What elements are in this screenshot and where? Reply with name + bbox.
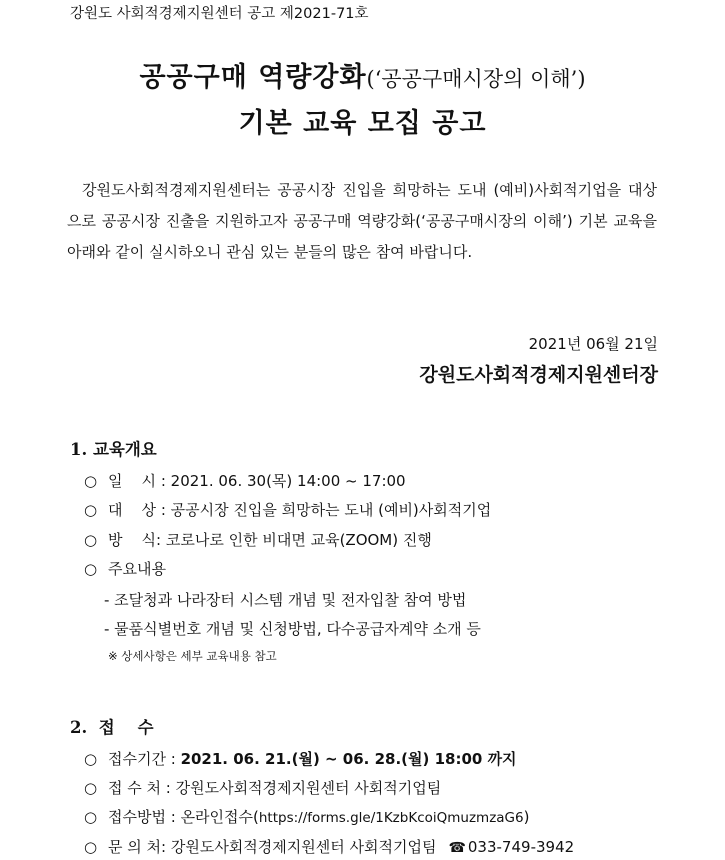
phone-icon: ☎ (448, 840, 466, 856)
list-item-contact (84, 836, 574, 857)
item-value: 공공시장 진입을 희망하는 도내 (예비)사회적기업 (170, 501, 492, 519)
list-item-method (84, 529, 432, 550)
item-value: 코로나로 인한 비대면 교육(ZOOM) 진행 (165, 531, 432, 549)
item-label: 접수방법 : (108, 808, 181, 826)
application-form-link[interactable]: https://forms.gle/1KzbKcoiQmuzmzaG6 (258, 810, 524, 826)
section-heading-registration: 2. 접 수 (70, 718, 154, 737)
circle-bullet-icon: ○ (84, 531, 98, 549)
detail-note: ※ 상세사항은 세부 교육내용 참고 (108, 649, 277, 663)
circle-bullet-icon: ○ (84, 560, 98, 578)
announcement-date: 2021년 06월 21일 (528, 335, 658, 353)
item-label: 접수기간 : (108, 750, 181, 768)
item-value: 강원도사회적경제지원센터 사회적기업팀 (175, 779, 442, 797)
list-item-contents (84, 558, 166, 579)
item-value: 2021. 06. 30(목) 14:00 ~ 17:00 (170, 472, 406, 490)
title-main: 공공구매 역량강화 (139, 62, 367, 93)
section-heading-overview: 1. 교육개요 (70, 440, 157, 459)
issuer-organization: 강원도사회적경제지원센터장 (419, 364, 658, 386)
circle-bullet-icon: ○ (84, 501, 98, 519)
item-label: 대 상 : (108, 501, 171, 519)
detail-item: - 조달청과 나라장터 시스템 개념 및 전자입찰 참여 방법 (104, 591, 467, 609)
item-label: 주요내용 (108, 560, 166, 578)
title-subtitle: (‘공공구매시장의 이해’) (366, 67, 586, 91)
document-number: 강원도 사회적경제지원센터 공고 제2021-71호 (70, 6, 369, 22)
item-label: 문 의 처: (108, 838, 171, 856)
detail-item: - 물품식별번호 개념 및 신청방법, 다수공급자계약 소개 등 (104, 620, 481, 638)
circle-bullet-icon: ○ (84, 750, 98, 768)
circle-bullet-icon: ○ (84, 472, 98, 490)
list-item-apply-method (84, 806, 529, 827)
page-title-line1 (0, 55, 725, 94)
item-label: 일 시 : (108, 472, 171, 490)
list-item-target (84, 499, 491, 520)
link-close-paren: ) (523, 808, 530, 826)
list-item-schedule (84, 470, 406, 491)
circle-bullet-icon: ○ (84, 779, 98, 797)
item-value: 강원도사회적경제지원센터 사회적기업팀 (170, 838, 437, 856)
list-item-office (84, 777, 441, 798)
item-label: 접 수 처 : (108, 779, 176, 797)
item-value: 온라인접수( (180, 808, 259, 826)
intro-paragraph: 강원도사회적경제지원센터는 공공시장 진입을 희망하는 도내 (예비)사회적기업을 대상으로 공공시장 진출을 지원하고자 공공구매 역량강화(‘공공구매시장의 이해’) 기본 교육을 아래와 같이 실시하오니 관심 있는 분들의 많은 참여 바랍니다. (67, 181, 657, 261)
circle-bullet-icon: ○ (84, 838, 98, 856)
list-item-period (84, 748, 517, 769)
item-value: 2021. 06. 21.(월) ~ 06. 28.(월) 18:00 까지 (180, 750, 517, 768)
page-title-line2: 기본 교육 모집 공고 (238, 108, 487, 139)
phone-number: 033-749-3942 (467, 838, 575, 856)
circle-bullet-icon: ○ (84, 808, 98, 826)
item-label: 방 식: (108, 531, 166, 549)
